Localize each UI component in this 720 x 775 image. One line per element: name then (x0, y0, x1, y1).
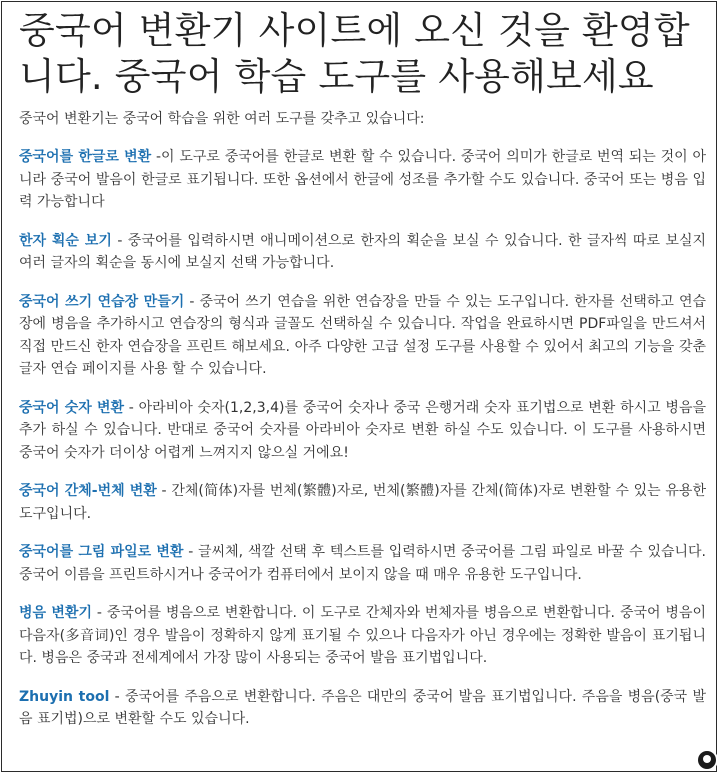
section-description: - 중국어 쓰기 연습을 위한 연습장을 만들 수 있는 도구입니다. 한자를 선택하고 연습장에 병음을 추가하시고 연습장의 형식과 글꼴도 선택하실 수 있습니다. 작업을 완료하시면 PDF파일을 만드셔서 직접 만드신 한자 연습장을 프린트 해보세요. 아주 다양한 고급 설정 도구를 사용할 수 있어서 최고의 기능을 갖춘 글자 연습 페이지를 사용 할 수 있습니다. (19, 293, 706, 377)
link-writing-worksheet[interactable]: 중국어 쓰기 연습장 만들기 (19, 293, 185, 310)
main-content (2, 2, 716, 731)
section-korean-converter (19, 146, 706, 214)
link-stroke-order[interactable]: 한자 획순 보기 (19, 232, 112, 249)
section-description: - 간체(简体)자를 번체(繁體)자로, 번체(繁體)자를 간체(简体)자로 변환할 수 있는 유용한 도구입니다. (19, 483, 706, 522)
section-writing-worksheet (19, 291, 706, 381)
section-description: - 글씨체, 색깔 선택 후 텍스트를 입력하시면 중국어를 그림 파일로 바꿀 수 있습니다. 중국어 이름을 프린트하시거나 중국어가 컴퓨터에서 보이지 않을 때 매우 유용한 도구입니다. (19, 544, 706, 583)
watermark-icon (698, 751, 716, 769)
link-number-converter[interactable]: 중국어 숫자 변환 (19, 399, 125, 416)
section-description: -이 도구로 중국어를 한글로 변환 할 수 있습니다. 중국어 의미가 한글로 번역 되는 것이 아니라 중국어 발음이 한글로 표기됩니다. 또한 옵션에서 한글에 성조를 추가할 수도 있습니다. 중국어 또는 병음 입력 가능합니다 (19, 149, 707, 210)
page-title: 중국어 변환기 사이트에 오신 것을 환영합니다. 중국어 학습 도구를 사용해보세요 (19, 9, 690, 98)
section-description: - 아라비아 숫자(1,2,3,4)를 중국어 숫자나 중국 은행거래 숫자 표기법으로 변환 하시고 병음을 추가 하실 수 있습니다. 반대로 중국어 숫자를 아라비아 숫자로 변환 하실 수도 있습니다. 이 도구를 사용하시면 중국어 숫자가 더이상 어렵게 느껴지지 않으실 거에요! (19, 399, 706, 461)
link-pinyin-converter[interactable]: 병음 변환기 (19, 605, 92, 621)
section-number-converter (19, 397, 706, 465)
page-frame (1, 1, 717, 772)
section-simplified-traditional (19, 480, 706, 525)
section-pinyin-converter (19, 602, 706, 670)
section-stroke-order (19, 230, 706, 275)
link-text-to-image[interactable]: 중국어를 그림 파일로 변환 (19, 544, 184, 560)
section-zhuyin-tool (19, 686, 706, 731)
section-text-to-image (19, 541, 706, 586)
section-description: - 중국어를 입력하시면 애니메이션으로 한자의 획순을 보실 수 있습니다. 한 글자씩 따로 보실지 여러 글자의 획순을 동시에 보실지 선택 가능합니다. (19, 232, 706, 271)
link-simplified-traditional[interactable]: 중국어 간체-번체 변환 (19, 483, 157, 499)
section-description: - 중국어를 병음으로 변환합니다. 이 도구로 간체자와 번체자를 병음으로 변환합니다. 중국어 병음이 다음자(多音词)인 경우 발음이 정확하지 않게 표기될 수 있으나 다음자가 아닌 경우에는 정확한 발음이 표기됩니다. 병음은 중국과 전세계에서 가장 많이 사용되는 중국어 발음 표기법입니다. (19, 605, 707, 666)
intro-text: 중국어 변환기는 중국어 학습을 위한 여러 도구를 갖추고 있습니다: (19, 111, 425, 127)
section-description: - 중국어를 주음으로 변환합니다. 주음은 대만의 중국어 발음 표기법입니다. 주음을 병음(중국 발음 표기법)으로 변환할 수도 있습니다. (19, 688, 706, 727)
link-zhuyin-tool[interactable]: Zhuyin tool (19, 688, 110, 705)
link-korean-converter[interactable]: 중국어를 한글로 변환 (19, 149, 152, 165)
